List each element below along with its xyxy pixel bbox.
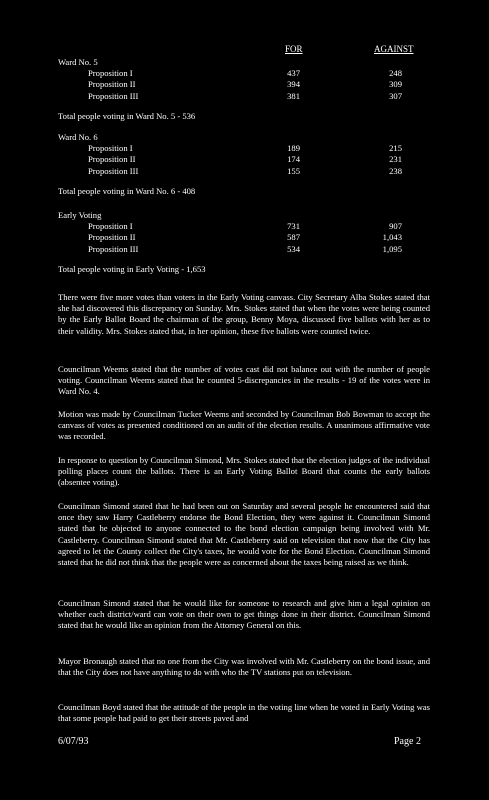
ward-5-title: Ward No. 5 (58, 57, 98, 67)
table-row: Proposition II 394 309 (88, 79, 402, 90)
footer-page-number: Page 2 (394, 736, 421, 747)
table-row: Proposition II 587 1,043 (88, 232, 402, 243)
early-voting-title: Early Voting (58, 210, 102, 220)
paragraph-motion: Motion was made by Councilman Tucker Weems and seconded by Councilman Bob Bowman to accept the canvass of votes as presented conditioned on an audit of the election results. A unanimous affirmative vote was recorded. (58, 409, 430, 442)
table-row: Proposition I 731 907 (88, 221, 402, 232)
ward-5-total: Total people voting in Ward No. 5 - 536 (58, 110, 196, 121)
table-row: Proposition III 155 238 (88, 165, 402, 176)
table-row: Proposition I 437 248 (88, 68, 402, 79)
table-row: Proposition I 189 215 (88, 143, 402, 154)
early-voting-total: Total people voting in Early Voting - 1,653 (58, 263, 206, 274)
paragraph-weems: Councilman Weems stated that the number of votes cast did not balance out with the number of people voting. Councilman Weems stated that he counted 5-discrepancies in the results - 19 of the votes were in Ward No. 4. (58, 364, 430, 397)
paragraph-simond-castleberry: Councilman Simond stated that he had been out on Saturday and several people he encountered said that once they saw Harry Castleberry endorse the Bond Election, they were against it. Councilman Simond stated that he objected to anyone connected to the bond election campaign being involved with Mr. Castleberry. Councilman Simond stated that Mr. Castleberry said on television that now that the City has agreed to let the County collect the City's taxes, he would vote for the Bond Election. Councilman Simond stated that he did not think that the people were as concerned about the taxes being raised as we think. (58, 501, 430, 568)
ward-6-title: Ward No. 6 (58, 132, 98, 142)
table-row: Proposition II 174 231 (88, 154, 402, 165)
ward-5-section (58, 57, 438, 122)
paragraph-question: In response to question by Councilman Simond, Mrs. Stokes stated that the election judges of the individual polling places count the ballots. There is an Early Voting Ballot Board that counts the early ballots (absentee voting). (58, 455, 430, 488)
paragraph-boyd: Councilman Boyd stated that the attitude of the people in the voting line when he voted in Early Voting was that some people had paid to get their streets paved and (58, 702, 430, 724)
ward-6-section (58, 132, 438, 197)
early-voting-section (58, 210, 438, 275)
table-row: Proposition III 381 307 (88, 90, 402, 101)
table-row: Proposition III 534 1,095 (88, 243, 402, 254)
against-column-header: AGAINST (374, 44, 414, 54)
ward-6-total: Total people voting in Ward No. 6 - 408 (58, 185, 196, 196)
for-column-header: FOR (285, 44, 303, 54)
footer-date: 6/07/93 (58, 736, 89, 747)
paragraph-discrepancy: There were five more votes than voters in the Early Voting canvass. City Secretary Alba Stokes stated that she had discovered this discrepancy on Sunday. Mrs. Stokes stated that when the votes were being counted by the Early Ballot Board the chairman of the group, Benny Moya, discussed five ballots with her as to their validity. Mrs. Stokes stated that, in her opinion, these five ballots were counted twice. (58, 292, 430, 336)
paragraph-mayor: Mayor Bronaugh stated that no one from the City was involved with Mr. Castleberry on the bond issue, and that the City does not have anything to do with who the TV stations put on television. (58, 656, 430, 678)
paragraph-legal-opinion: Councilman Simond stated that he would like for someone to research and give him a legal opinion on whether each district/ward can vote on their own to get things done in their district. Councilman Simond stated that he would like an opinion from the Attorney General on this. (58, 598, 430, 631)
